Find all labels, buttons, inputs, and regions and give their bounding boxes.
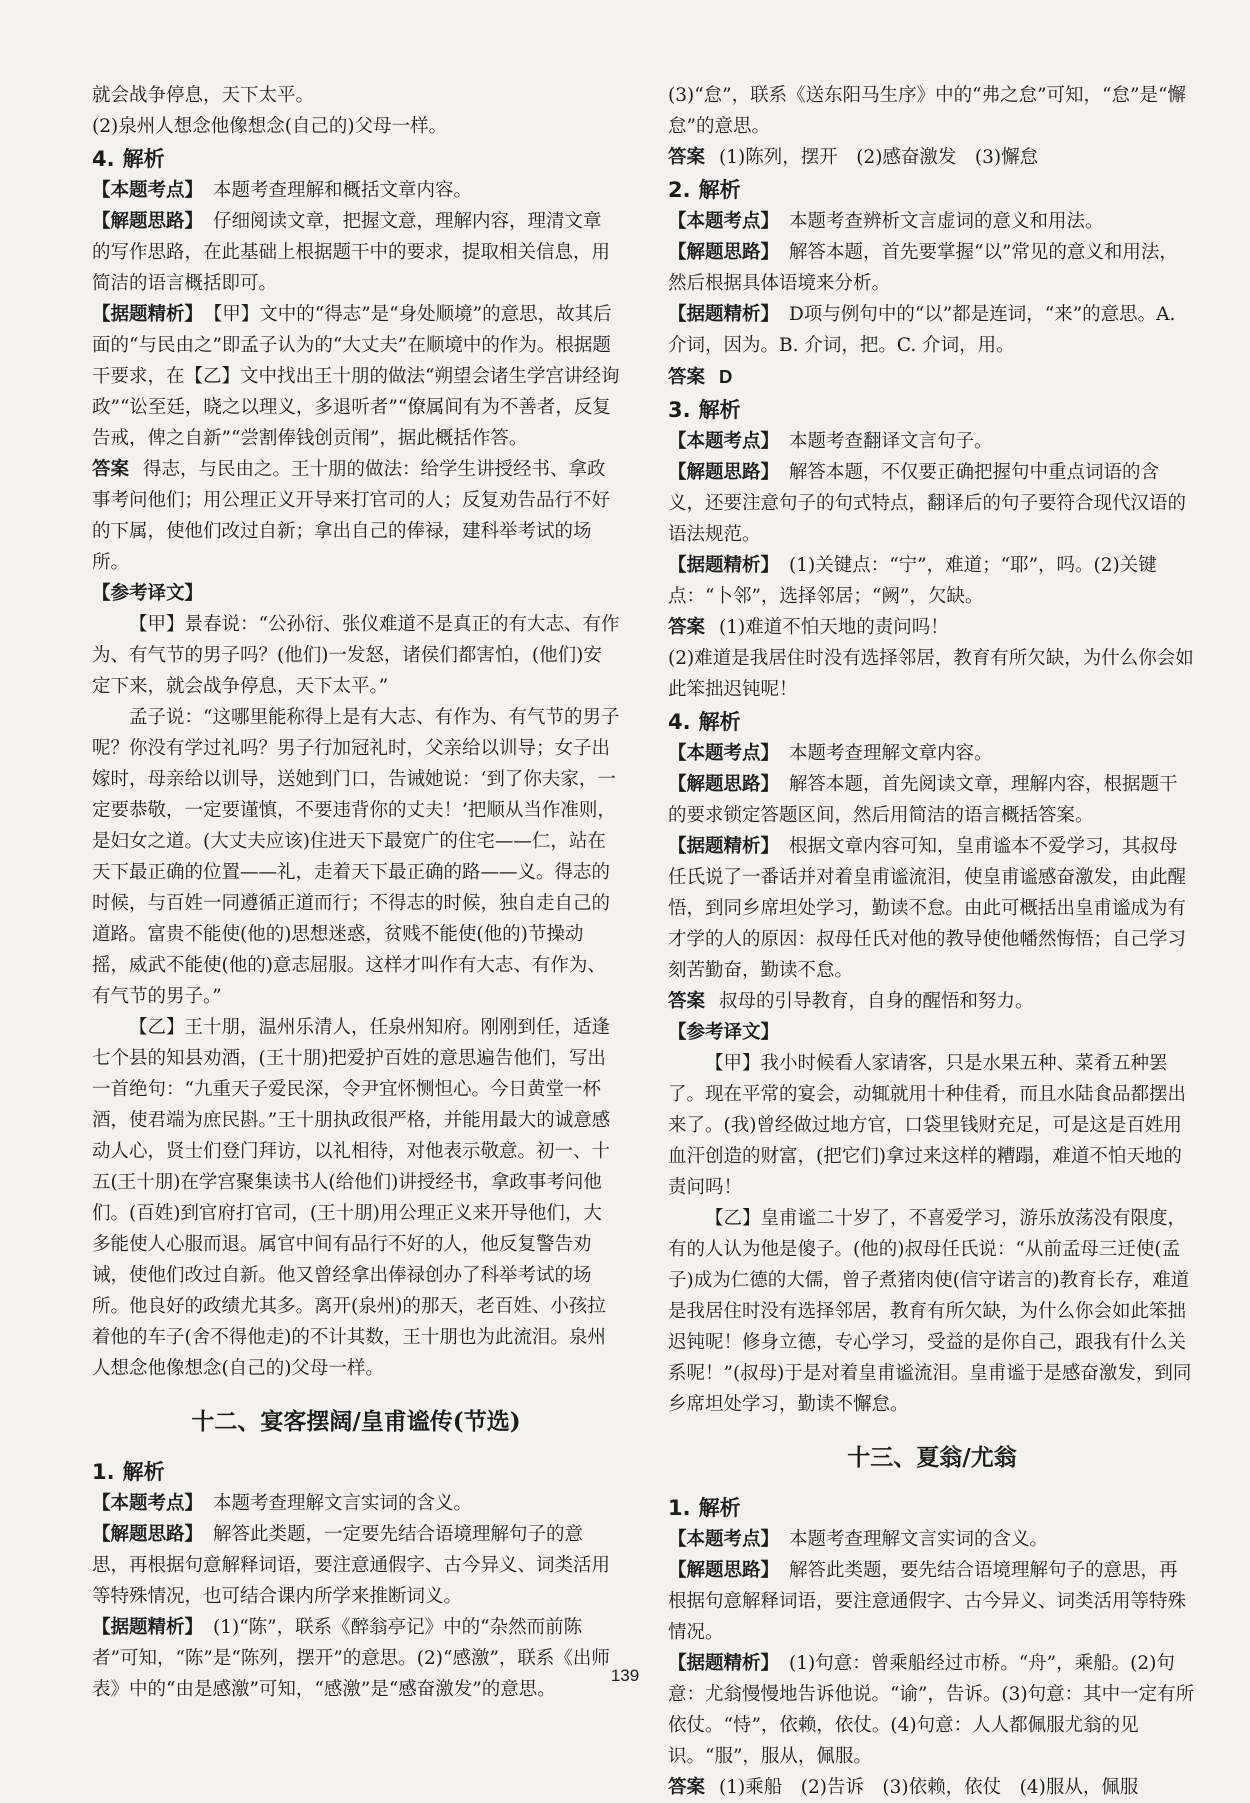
kaodian-tag: 【本题考点】 <box>92 1493 204 1514</box>
kaodian-line <box>668 1524 1196 1555</box>
answer-text: (1)难道不怕天地的责问吗！ <box>719 617 949 638</box>
jingxi-text: (1)关键点：“宁”，难道；“耶”，吗。(2)关键点：“卜邻”，选择邻居；“阙”，欠缺。 <box>668 555 1157 607</box>
section-title: 十三、夏翁/尤翁 <box>847 1444 1017 1471</box>
question-number: 4. <box>92 147 115 171</box>
left-column <box>92 80 620 1705</box>
heading-label: 解析 <box>698 1496 741 1520</box>
answer-text: (2)难道是我居住时没有选择邻居，教育有所欠缺，为什么你会如此笨拙迟钝呢！ <box>668 648 1194 700</box>
kaodian-text: 本题考查翻译文言句子。 <box>789 431 993 452</box>
kaodian-line <box>668 738 1196 769</box>
answer-line <box>668 612 1196 643</box>
heading-label: 解析 <box>122 1460 165 1484</box>
question-heading <box>668 707 1196 738</box>
text-line: (2)泉州人想念他像想念(自己的)父母一样。 <box>92 116 448 137</box>
silu-line <box>92 1519 620 1612</box>
heading-label: 解析 <box>698 178 741 202</box>
jingxi-tag: 【据题精析】 <box>668 304 780 325</box>
kaodian-text: 本题考查理解和概括文章内容。 <box>213 180 473 201</box>
silu-text: 仔细阅读文章，把握文意，理解内容，理清文章的写作思路，在此基础上根据题干中的要求，提取相关信息，用简洁的语言概括即可。 <box>92 211 611 294</box>
silu-line <box>668 769 1196 831</box>
kaodian-tag: 【本题考点】 <box>668 211 780 232</box>
silu-tag: 【解题思路】 <box>92 1524 204 1545</box>
silu-text: 解答本题，首先要掌握“以”常见的意义和用法，然后根据具体语境来分析。 <box>668 242 1178 294</box>
question-heading <box>668 175 1196 206</box>
kaodian-line <box>92 175 620 206</box>
silu-tag: 【解题思路】 <box>668 774 780 795</box>
silu-text: 解答此类题，要先结合语境理解句子的意思，再根据句意解释词语，要注意通假字、古今异义、词类活用等特殊情况。 <box>668 1560 1187 1643</box>
translation-tag: 【参考译文】 <box>668 1022 780 1043</box>
jingxi-tag: 【据题精析】 <box>668 555 780 576</box>
question-number: 4. <box>668 710 691 734</box>
question-number: 1. <box>668 1496 691 1520</box>
silu-tag: 【解题思路】 <box>92 211 204 232</box>
jingxi-text: D项与例句中的“以”都是连词，“来”的意思。A. 介词，因为。B. 介词，把。C. 介词，用。 <box>668 304 1176 356</box>
translation-paragraph: 【甲】我小时候看人家请客，只是水果五种、菜肴五种罢了。现在平常的宴会，动辄就用十种佳肴，而且水陆食品都摆出来了。(我)曾经做过地方官，口袋里钱财充足，可是这是百姓用血汗创造的财富，(把它们)拿过来这样的糟蹋，难道不怕天地的责问吗！ <box>668 1053 1187 1198</box>
question-number: 1. <box>92 1460 115 1484</box>
answer-text: 得志，与民由之。王十朋的做法：给学生讲授经书、拿政事考问他们；用公理正义开导来打官司的人；反复劝告品行不好的下属，使他们改过自新；拿出自己的俸禄，建科举考试的场所。 <box>92 459 611 573</box>
jingxi-text: (1)“陈”，联系《醉翁亭记》中的“杂然而前陈者”可知，“陈”是“陈列，摆开”的意思。(2)“感激”，联系《出师表》中的“由是感激”可知，“感激”是“感奋激发”的意思。 <box>92 1617 610 1700</box>
kaodian-tag: 【本题考点】 <box>668 431 780 452</box>
silu-tag: 【解题思路】 <box>668 462 780 483</box>
question-heading <box>92 1457 620 1488</box>
translation-paragraph: 【乙】王十朋，温州乐清人，任泉州知府。刚刚到任，适逢七个县的知县劝酒，(王十朋)把爱护百姓的意思遍告他们，写出一首绝句：“九重天子爱民深，令尹宜怀恻怛心。今日黄堂一杯酒，使君端为庶民斟。”王十朋执政很严格，并能用最大的诚意感动人心，贤士们登门拜访，以礼相待，对他表示敬意。初一、十五(王十朋)在学宫聚集读书人(给他们)讲授经书，拿政事考问他们。(百姓)到官府打官司，(王十朋)用公理正义来开导他们，大多能使人心服而退。属官中间有品行不好的人，他反复警告劝诫，使他们改过自新。他又曾经拿出俸禄创办了科举考试的场所。他良好的政绩尤其多。离开(泉州)的那天，老百姓、小孩拉着他的车子(舍不得他走)的不计其数，王十朋也为此流泪。泉州人想念他像想念(自己的)父母一样。 <box>92 1017 611 1379</box>
answer-line <box>92 454 620 578</box>
answer-text: (1)乘船 (2)告诉 (3)依赖，依仗 (4)服从，佩服 <box>719 1777 1139 1798</box>
heading-label: 解析 <box>122 147 165 171</box>
answer-tag: 答案 <box>668 147 706 168</box>
kaodian-text: 本题考查理解文言实词的含义。 <box>789 1529 1049 1550</box>
question-number: 3. <box>668 398 691 422</box>
silu-tag: 【解题思路】 <box>668 1560 780 1581</box>
kaodian-tag: 【本题考点】 <box>92 180 204 201</box>
kaodian-line <box>668 206 1196 237</box>
kaodian-tag: 【本题考点】 <box>668 1529 780 1550</box>
text-line: 就会战争停息，天下太平。 <box>92 85 315 106</box>
answer-text: D <box>719 366 733 387</box>
jingxi-line <box>668 550 1196 612</box>
question-heading <box>668 1493 1196 1524</box>
answer-text: (1)陈列，摆开 (2)感奋激发 (3)懈怠 <box>719 147 1039 168</box>
jingxi-tag: 【据题精析】 <box>92 1617 204 1638</box>
kaodian-line <box>668 426 1196 457</box>
kaodian-line <box>92 1488 620 1519</box>
kaodian-text: 本题考查理解文章内容。 <box>789 743 993 764</box>
jingxi-tag: 【据题精析】 <box>668 1653 780 1674</box>
question-heading <box>92 144 620 175</box>
text-line: (3)“怠”，联系《送东阳马生序》中的“弗之怠”可知，“怠”是“懈怠”的意思。 <box>668 85 1186 137</box>
kaodian-text: 本题考查理解文言实词的含义。 <box>213 1493 473 1514</box>
silu-text: 解答本题，首先阅读文章，理解内容，根据题干的要求锁定答题区间，然后用简洁的语言概括答案。 <box>668 774 1178 826</box>
translation-paragraph: 【乙】皇甫谧二十岁了，不喜爱学习，游乐放荡没有限度，有的人认为他是傻子。(他的)叔母任氏说：“从前孟母三迁使(孟子)成为仁德的大儒，曾子煮猪肉使(信守诺言的)教育长存，难道是我居住时没有选择邻居，教育有所欠缺，为什么你会如此笨拙迟钝呢！修身立德，专心学习，受益的是你自己，跟我有什么关系呢！”(叔母)于是对着皇甫谧流泪。皇甫谧于是感奋激发，到同乡席坦处学习，勤读不懈怠。 <box>668 1208 1192 1415</box>
translation-paragraph: 【甲】景春说：“公孙衍、张仪难道不是真正的有大志、有作为、有气节的男子吗？(他们)一发怒，诸侯们都害怕，(他们)安定下来，就会战争停息，天下太平。” <box>92 614 620 697</box>
jingxi-text: 【甲】文中的“得志”是“身处顺境”的意思，故其后面的“与民由之”即孟子认为的“大丈夫”在顺境中的作为。根据题干要求，在【乙】文中找出王十朋的做法“朔望会诸生学宫讲经询政”“讼至廷，晓之以理义，多退听者”“僚属间有为不善者，反复告戒，俾之自新”“尝割俸钱创贡闱”，据此概括作答。 <box>92 304 620 449</box>
answer-tag: 答案 <box>668 617 706 638</box>
jingxi-line <box>668 299 1196 361</box>
answer-line <box>668 361 1196 393</box>
answer-text: 叔母的引导教育，自身的醒悟和努力。 <box>719 991 1034 1012</box>
question-heading <box>668 395 1196 426</box>
answer-tag: 答案 <box>668 367 706 388</box>
answer-line <box>668 986 1196 1017</box>
silu-text: 解答此类题，一定要先结合语境理解句子的意思，再根据句意解释词语，要注意通假字、古今异义、词类活用等特殊情况，也可结合课内所学来推断词义。 <box>92 1524 611 1607</box>
answer-tag: 答案 <box>668 1777 706 1798</box>
answer-tag: 答案 <box>92 459 130 480</box>
silu-line <box>668 237 1196 299</box>
silu-line <box>92 206 620 299</box>
jingxi-line <box>668 831 1196 986</box>
answer-line <box>668 142 1196 173</box>
silu-text: 解答本题，不仅要正确把握句中重点词语的含义，还要注意句子的句式特点，翻译后的句子要符合现代汉语的语法规范。 <box>668 462 1187 545</box>
answer-line <box>668 1772 1196 1803</box>
jingxi-text: 根据文章内容可知，皇甫谧本不爱学习，其叔母任氏说了一番话并对着皇甫谧流泪，使皇甫谧感奋激发，由此醒悟，到同乡席坦处学习，勤读不怠。由此可概括出皇甫谧成为有才学的人的原因：叔母任氏对他的教导使他幡然悔悟；自己学习刻苦勤奋，勤读不怠。 <box>668 836 1187 981</box>
silu-tag: 【解题思路】 <box>668 242 780 263</box>
jingxi-line <box>92 1612 620 1705</box>
question-number: 2. <box>668 178 691 202</box>
page-number: 139 <box>610 1666 640 1685</box>
translation-paragraph: 孟子说：“这哪里能称得上是有大志、有作为、有气节的男子呢？你没有学过礼吗？男子行加冠礼时，父亲给以训导；女子出嫁时，母亲给以训导，送她到门口，告诫她说：‘到了你夫家，一定要恭敬，一定要谨慎，不要违背你的丈夫！’把顺从当作准则，是妇女之道。(大丈夫应该)住进天下最宽广的住宅——仁，站在天下最正确的位置——礼，走着天下最正确的路——义。得志的时候，与百姓一同遵循正道而行；不得志的时候，独自走自己的道路。富贵不能使(他的)思想迷惑，贫贱不能使(他的)节操动摇，威武不能使(他的)意志屈服。这样才叫作有大志、有作为、有气节的男子。” <box>92 707 620 1007</box>
jingxi-tag: 【据题精析】 <box>668 836 780 857</box>
section-title: 十二、宴客摆阔/皇甫谧传(节选) <box>191 1408 521 1435</box>
jingxi-text: (1)句意：曾乘船经过市桥。“舟”，乘船。(2)句意：尤翁慢慢地告诉他说。“谕”，告诉。(3)句意：其中一定有所依仗。“恃”，依赖，依仗。(4)句意：人人都佩服尤翁的见识。“服”，服从，佩服。 <box>668 1653 1195 1767</box>
silu-line <box>668 1555 1196 1648</box>
jingxi-line <box>92 299 620 454</box>
translation-tag: 【参考译文】 <box>92 583 204 604</box>
heading-label: 解析 <box>698 710 741 734</box>
jingxi-tag: 【据题精析】 <box>92 304 204 325</box>
kaodian-tag: 【本题考点】 <box>668 743 780 764</box>
right-column <box>668 80 1196 1803</box>
heading-label: 解析 <box>698 398 741 422</box>
answer-tag: 答案 <box>668 991 706 1012</box>
kaodian-text: 本题考查辨析文言虚词的意义和用法。 <box>789 211 1104 232</box>
silu-line <box>668 457 1196 550</box>
